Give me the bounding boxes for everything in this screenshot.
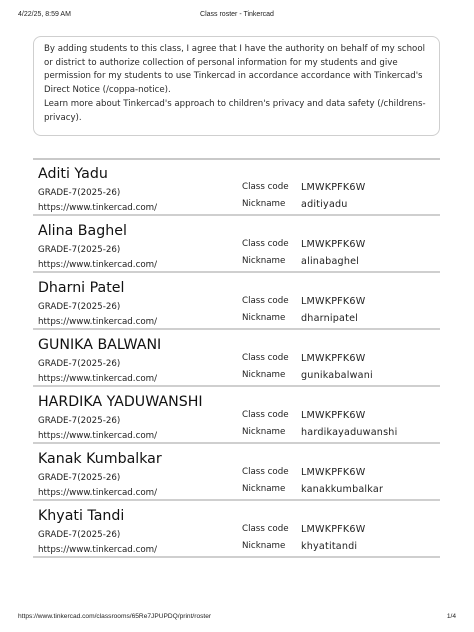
student-class-name: GRADE-7(2025-26) xyxy=(38,359,121,369)
student-link[interactable]: https://www.tinkercad.com/ xyxy=(38,203,158,213)
class-code-value: LMWKPFK6W xyxy=(301,239,366,250)
student-class-name: GRADE-7(2025-26) xyxy=(38,245,121,255)
student-class-name: GRADE-7(2025-26) xyxy=(38,416,121,426)
nickname-value: gunikabalwani xyxy=(301,370,373,381)
print-datetime: 4/22/25, 8:59 AM xyxy=(18,11,71,18)
privacy-notice-text: Learn more about Tinkercad's approach to children's privacy and data safety (/childrens-privacy). xyxy=(44,98,426,123)
student-name: Khyati Tandi xyxy=(38,508,125,524)
class-code-value: LMWKPFK6W xyxy=(301,410,366,421)
student-divider xyxy=(33,271,440,273)
print-url[interactable]: https://www.tinkercad.com/classrooms/65Re7JPUPDQ/print/roster xyxy=(18,613,212,620)
student-name: Aditi Yadu xyxy=(38,166,108,182)
class-code-value: LMWKPFK6W xyxy=(301,353,366,364)
student-divider xyxy=(33,328,440,330)
class-code-label: Class code xyxy=(242,239,289,249)
class-code-value: LMWKPFK6W xyxy=(301,296,366,307)
nickname-label: Nickname xyxy=(242,256,286,266)
print-title: Class roster - Tinkercad xyxy=(200,11,274,18)
student-divider xyxy=(33,556,440,558)
print-header xyxy=(0,11,474,23)
page-number: 1/4 xyxy=(446,613,456,620)
class-code-value: LMWKPFK6W xyxy=(301,182,366,193)
nickname-value: aditiyadu xyxy=(301,199,348,210)
class-code-label: Class code xyxy=(242,353,289,363)
student-card xyxy=(33,445,440,501)
consent-notice-text: By adding students to this class, I agree that I have the authority on behalf of my school or district to authorize collection of personal information for my students and give permission for my students to use Tinkercad in accordance accordance with Tinkercad's Direct Notice (/coppa-notice). xyxy=(44,44,425,96)
student-link[interactable]: https://www.tinkercad.com/ xyxy=(38,431,158,441)
nickname-label: Nickname xyxy=(242,484,286,494)
student-card xyxy=(33,274,440,330)
student-card xyxy=(33,331,440,387)
student-name: GUNIKA BALWANI xyxy=(38,337,162,353)
student-name: Dharni Patel xyxy=(38,280,125,296)
nickname-label: Nickname xyxy=(242,313,286,323)
nickname-label: Nickname xyxy=(242,541,286,551)
nickname-value: alinabaghel xyxy=(301,256,360,267)
class-code-label: Class code xyxy=(242,296,289,306)
student-link[interactable]: https://www.tinkercad.com/ xyxy=(38,488,158,498)
class-code-value: LMWKPFK6W xyxy=(301,467,366,478)
nickname-value: khyatitandi xyxy=(301,541,358,552)
nickname-label: Nickname xyxy=(242,427,286,437)
student-class-name: GRADE-7(2025-26) xyxy=(38,302,121,312)
student-divider xyxy=(33,385,440,387)
student-card xyxy=(33,217,440,273)
nickname-value: dharnipatel xyxy=(301,313,359,324)
student-class-name: GRADE-7(2025-26) xyxy=(38,188,121,198)
nickname-value: kanakkumbalkar xyxy=(301,484,384,495)
student-divider xyxy=(33,499,440,501)
student-link[interactable]: https://www.tinkercad.com/ xyxy=(38,317,158,327)
nickname-label: Nickname xyxy=(242,370,286,380)
student-divider xyxy=(33,214,440,216)
student-class-name: GRADE-7(2025-26) xyxy=(38,530,121,540)
consent-notice-box xyxy=(33,36,440,136)
student-card xyxy=(33,388,440,444)
student-card xyxy=(33,502,440,558)
student-class-name: GRADE-7(2025-26) xyxy=(38,473,121,483)
student-divider xyxy=(33,442,440,444)
student-name: Alina Baghel xyxy=(38,223,127,239)
student-card xyxy=(33,160,440,216)
class-code-label: Class code xyxy=(242,467,289,477)
class-code-label: Class code xyxy=(242,410,289,420)
class-code-label: Class code xyxy=(242,182,289,192)
student-link[interactable]: https://www.tinkercad.com/ xyxy=(38,374,158,384)
student-name: HARDIKA YADUWANSHI xyxy=(38,394,203,410)
class-code-label: Class code xyxy=(242,524,289,534)
class-code-value: LMWKPFK6W xyxy=(301,524,366,535)
student-link[interactable]: https://www.tinkercad.com/ xyxy=(38,545,158,555)
nickname-label: Nickname xyxy=(242,199,286,209)
student-link[interactable]: https://www.tinkercad.com/ xyxy=(38,260,158,270)
print-footer xyxy=(0,613,474,625)
student-name: Kanak Kumbalkar xyxy=(38,451,162,467)
nickname-value: hardikayaduwanshi xyxy=(301,427,398,438)
